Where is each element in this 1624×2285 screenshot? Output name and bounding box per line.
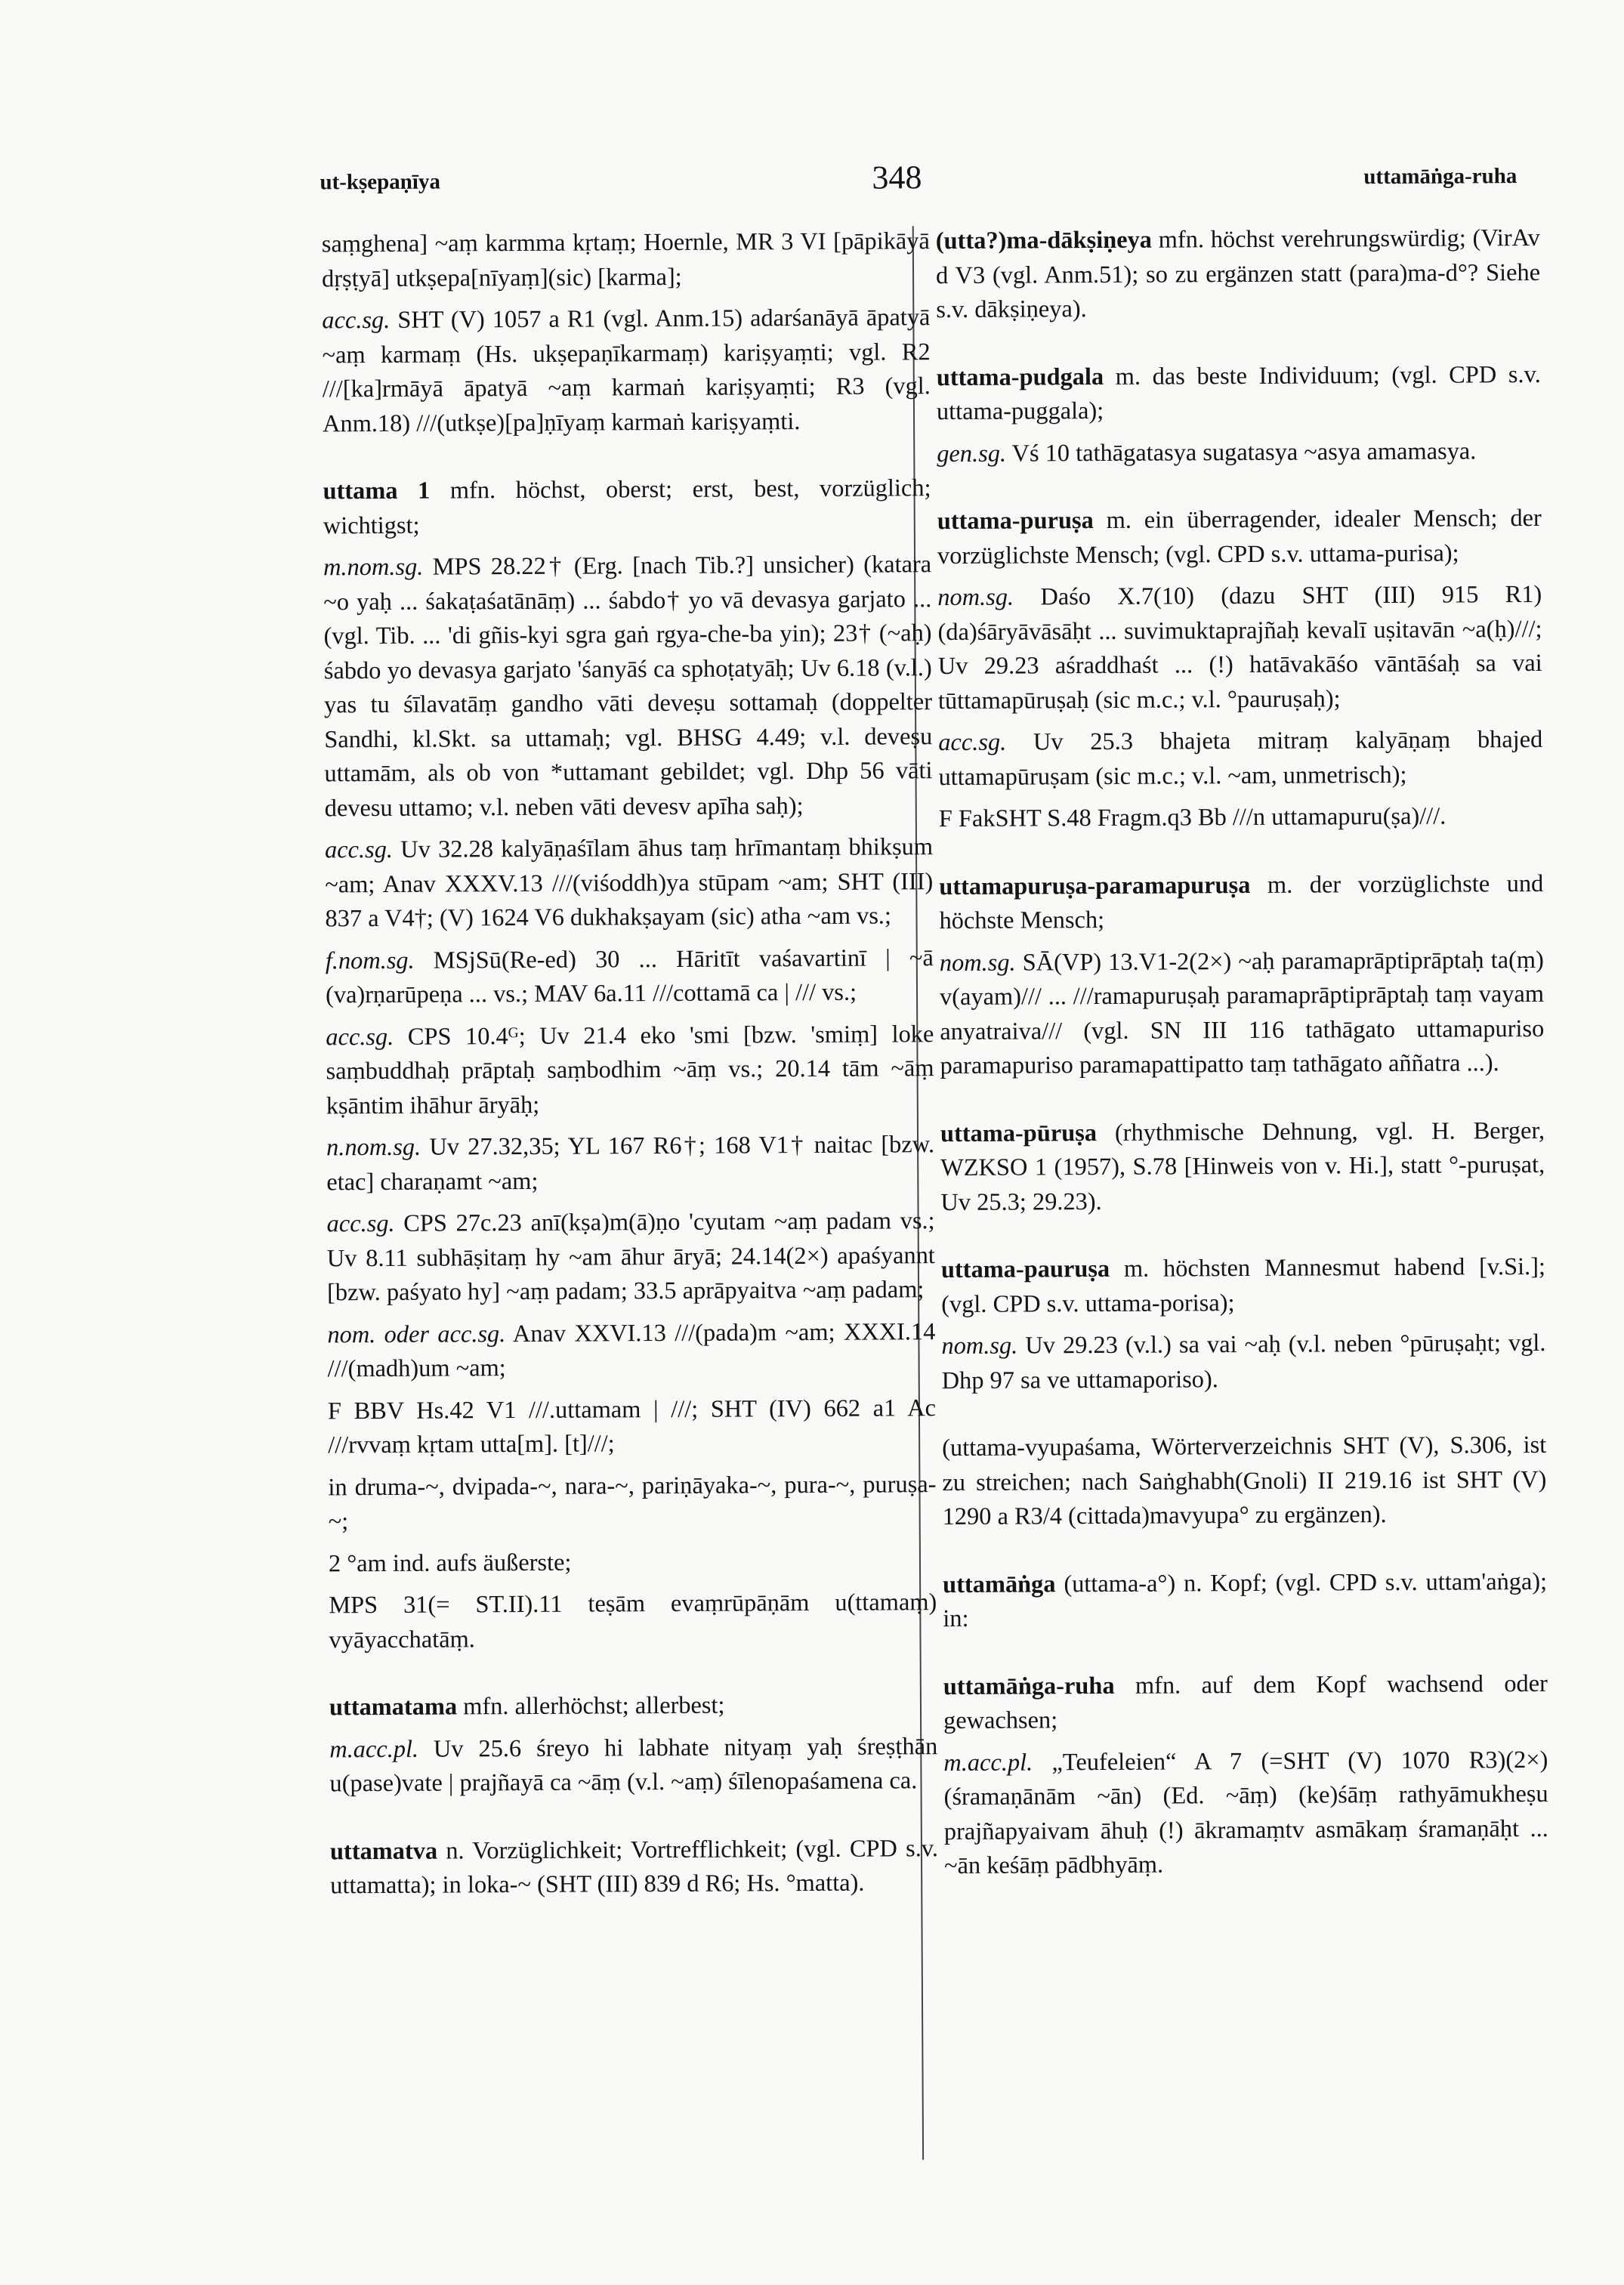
running-head-left: ut-kṣepaṇīya bbox=[320, 169, 441, 195]
grammar-label: acc.sg. bbox=[326, 1209, 395, 1238]
entry-paragraph: nom. oder acc.sg. Anav XXVI.13 ///(pada)m ~am; XXXI.14 ///(madh)um ~am; bbox=[327, 1317, 936, 1383]
headword: uttama-pūruṣa bbox=[940, 1119, 1098, 1147]
entry-paragraph: acc.sg. SHT (V) 1057 a R1 (vgl. Anm.15) adarśanāyā āpatyā ~aṃ karmaṃ (Hs. ukṣepaṇīkarmaṃ) kariṣyaṃti; vgl. R2 ///[ka]rmāyā āpatyā ~aṃ karmaṅ kariṣyaṃti; R3 (vgl. Anm.18) ///(utkṣe)[pa]ṇīyaṃ karmaṅ kariṣyaṃti. bbox=[322, 304, 931, 437]
grammar-label: gen.sg. bbox=[937, 440, 1007, 468]
headword: uttama 1 bbox=[323, 477, 431, 505]
entry-headword: uttamāṅga-ruha mfn. auf dem Kopf wachsend oder gewachsen; bbox=[943, 1669, 1548, 1735]
running-head-right: uttamāṅga-ruha bbox=[1363, 164, 1517, 190]
entry-headword: uttamapuruṣa-paramapuruṣa m. der vorzüglichste und höchste Mensch; bbox=[939, 869, 1544, 935]
grammar-label: nom.sg. bbox=[941, 1332, 1018, 1360]
headword: uttamapuruṣa-paramapuruṣa bbox=[939, 871, 1251, 900]
entry-paragraph: m.acc.pl. Uv 25.6 śreyo hi labhate nityaṃ yaḥ śreṣṭhān u(pase)vate | prajñayā ca ~āṃ (v.l. ~aṃ) śīlenopaśamena ca. bbox=[329, 1732, 938, 1798]
headword: uttama-puruṣa bbox=[937, 507, 1094, 536]
grammar-label: nom.sg. bbox=[939, 949, 1016, 977]
entry-continuation: saṃghena] ~aṃ karmma kṛtaṃ; Hoernle, MR 3 VI [pāpikāyā dṛṣṭyā] utkṣepa[nīyaṃ](sic) [karma]; bbox=[321, 227, 930, 292]
headword: uttamāṅga-ruha bbox=[943, 1672, 1115, 1700]
entry-headword: uttamatama mfn. allerhöchst; allerbest; bbox=[329, 1691, 725, 1721]
entry-headword: uttamāṅga (uttama-a°) n. Kopf; (vgl. CPD s.v. uttam'aṅga); in: bbox=[943, 1567, 1548, 1633]
grammar-label: acc.sg. bbox=[938, 728, 1007, 757]
entry-paragraph: acc.sg. CPS 27c.23 anī(kṣa)m(ā)ṇo 'cyutam ~aṃ padam vs.; Uv 8.11 subhāṣitaṃ hy ~am āhur āryā; 24.14(2×) apaśyannt [bzw. paśyato hy] ~aṃ padam; 33.5 aprāpyaitva ~aṃ padam; bbox=[326, 1207, 935, 1307]
headword: uttama-pudgala bbox=[936, 363, 1104, 391]
entry-headword: uttama-pauruṣa m. höchsten Mannesmut habend [v.Si.]; (vgl. CPD s.v. uttama-porisa); bbox=[940, 1252, 1546, 1318]
entry-headword: uttamatva n. Vorzüglichkeit; Vortrefflichkeit; (vgl. CPD s.v. uttamatta); in loka-~ (SHT (III) 839 d R6; Hs. °matta). bbox=[329, 1834, 939, 1900]
entry-paragraph: MPS 31(= ST.II).11 teṣām evaṃrūpāṇām u(ttamaṃ) vyāyacchatāṃ. bbox=[329, 1589, 937, 1654]
entry-paragraph: m.nom.sg. MPS 28.22† (Erg. [nach Tib.?] unsicher) (katara ~o yaḥ ... śakaṭaśatānāṃ) ... śabdo† yo vā devasya garjato ... (vgl. Tib. ... 'di gñis-kyi sgra gaṅ rgya-che-ba yin); 23† (~aḥ) śabdo yo devasya garjato 'śanyāś ca sphoṭatyāḥ; Uv 6.18 (v.l.) yas tu śīlavatāṃ gandho vāti deveṣu sottamaḥ (doppelter Sandhi, kl.Skt. sa uttamaḥ; vgl. BHSG 4.49; v.l. deveṣu uttamām, als ob von *uttamant gebildet; vgl. Dhp 56 vāti devesu uttamo; v.l. neben vāti devesv apīha saḥ); bbox=[323, 551, 933, 822]
right-column bbox=[936, 221, 1548, 1884]
entry-headword: uttama-puruṣa m. ein überragender, idealer Mensch; der vorzüglichste Mensch; (vgl. CPD s.v. uttama-purisa); bbox=[937, 504, 1542, 570]
headword: uttamāṅga bbox=[943, 1570, 1056, 1598]
entry-headword: uttama-pūruṣa (rhythmische Dehnung, vgl. H. Berger, WZKSO 1 (1957), S.78 [Hinweis von v. Hi.], statt °-puruṣat, Uv 25.3; 29.23). bbox=[940, 1116, 1545, 1216]
entry-paragraph: acc.sg. CPS 10.4ᴳ; Uv 21.4 eko 'smi [bzw. 'smiṃ] loke saṃbuddhaḥ prāptaḥ saṃbodhim ~āṃ vs.; 20.14 tām ~āṃ kṣāntim ihāhur āryāḥ; bbox=[326, 1020, 934, 1119]
left-column bbox=[322, 224, 939, 1904]
entry-paragraph: 2 °am ind. aufs äußerste; bbox=[328, 1549, 572, 1577]
entry-paragraph: n.nom.sg. Uv 27.32,35; YL 167 R6†; 168 V1† naitac [bzw. etac] charaṇamt ~am; bbox=[326, 1131, 935, 1196]
entry-paragraph: nom.sg. Daśo X.7(10) (dazu SHT (III) 915 R1) (da)śāryāvāsāḥt ... suvimuktaprajñaḥ kevalī uṣitavān ~a(ḥ)///; Uv 29.23 aśraddhaśt ... (!) hatāvakāśo vāntāśaḥ sa vai tūttamapūruṣaḥ (sic m.c.; v.l. °pauruṣaḥ); bbox=[937, 580, 1542, 715]
grammar-label: acc.sg. bbox=[322, 306, 391, 335]
entry-paragraph: nom.sg. Uv 29.23 (v.l.) sa vai ~aḥ (v.l. neben °pūruṣaḥt; vgl. Dhp 97 sa ve uttamaporiso). bbox=[941, 1329, 1546, 1394]
entry-note: (uttama-vyupaśama, Wörterverzeichnis SHT (V), S.306, ist zu streichen; nach Saṅghabh(Gnoli) II 219.16 ist SHT (V) 1290 a R3/4 (cittada)mavyupa° zu ergänzen). bbox=[942, 1431, 1547, 1531]
grammar-label: acc.sg. bbox=[324, 835, 394, 864]
headword: uttamatama bbox=[329, 1693, 458, 1721]
page-number: 348 bbox=[872, 159, 922, 196]
entry-paragraph: gen.sg. Vś 10 tathāgatasya sugatasya ~asya amamasya. bbox=[937, 437, 1477, 468]
grammar-label: nom.sg. bbox=[937, 583, 1014, 612]
entry-paragraph: acc.sg. Uv 25.3 bhajeta mitraṃ kalyāṇaṃ bhajed uttamapūruṣam (sic m.c.; v.l. ~am, unmetrisch); bbox=[938, 725, 1543, 791]
grammar-label: m.acc.pl. bbox=[943, 1748, 1033, 1777]
headword: uttamatva bbox=[329, 1837, 438, 1865]
entry-headword: uttama 1 mfn. höchst, oberst; erst, best, vorzüglich; wichtigst; bbox=[323, 474, 931, 539]
grammar-label: acc.sg. bbox=[326, 1023, 394, 1051]
entry-paragraph: f.nom.sg. MSjSū(Re-ed) 30 ... Hāritīt vaśavartinī | ~ā (va)rṇarūpeṇa ... vs.; MAV 6a.11 ///cottamā ca | /// vs.; bbox=[325, 943, 934, 1009]
entry-paragraph: in druma-~, dvipada-~, nara-~, pariṇāyaka-~, pura-~, puruṣa-~; bbox=[328, 1470, 937, 1536]
grammar-label: n.nom.sg. bbox=[326, 1133, 421, 1162]
headword: (utta?)ma-dākṣiṇeya bbox=[935, 226, 1153, 255]
entry-paragraph: F FakSHT S.48 Fragm.q3 Bb ///n uttamapuru(ṣa)///. bbox=[938, 802, 1446, 833]
grammar-label: nom. oder acc.sg. bbox=[327, 1320, 506, 1348]
grammar-label: f.nom.sg. bbox=[325, 946, 415, 974]
entry-paragraph: nom.sg. SĀ(VP) 13.V1-2(2×) ~aḥ paramaprāptiprāptaḥ ta(ṃ) v(ayam)/// ... ///ramapuruṣaḥ paramaprāptiprāptaḥ taṃ vayam anyatraiva/// (vgl. SN III 116 tathāgato uttamapuriso paramapuriso paramapattipatto taṃ tathāgato aññatra ...). bbox=[939, 946, 1545, 1080]
grammar-label: m.nom.sg. bbox=[323, 553, 424, 582]
entry-paragraph: acc.sg. Uv 32.28 kalyāṇaśīlam āhus taṃ hrīmantaṃ bhikṣum ~am; Anav XXXV.13 ///(viśoddh)ya stūpam ~am; SHT (III) 837 a V4†; (V) 1624 V6 dukhakṣayam (sic) atha ~am vs.; bbox=[324, 833, 934, 933]
entry-headword: uttama-pudgala m. das beste Individuum; (vgl. CPD s.v. uttama-puggala); bbox=[936, 360, 1541, 426]
headword: uttama-pauruṣa bbox=[940, 1255, 1110, 1284]
entry-paragraph: m.acc.pl. „Teufeleien“ A 7 (=SHT (V) 1070 R3)(2×) (śramaṇānām ~ān) (Ed. ~āṃ) (ke)śāṃ rathyāmukheṣu prajñapyaivam āhuḥ (!) ākramaṃtv asmākaṃ śramaṇāḥt ... ~ān keśāṃ pādbhyāṃ. bbox=[943, 1746, 1548, 1880]
entry-headword: (utta?)ma-dākṣiṇeya mfn. höchst verehrungswürdig; (VirAv d V3 (vgl. Anm.51); so zu ergänzen statt (para)ma-d°? Siehe s.v. dākṣiṇeya). bbox=[935, 224, 1541, 324]
grammar-label: m.acc.pl. bbox=[329, 1735, 419, 1763]
entry-paragraph: F BBV Hs.42 V1 ///.uttamam | ///; SHT (IV) 662 a1 Ac ///rvvaṃ kṛtam utta[m]. [t]///; bbox=[327, 1394, 937, 1459]
